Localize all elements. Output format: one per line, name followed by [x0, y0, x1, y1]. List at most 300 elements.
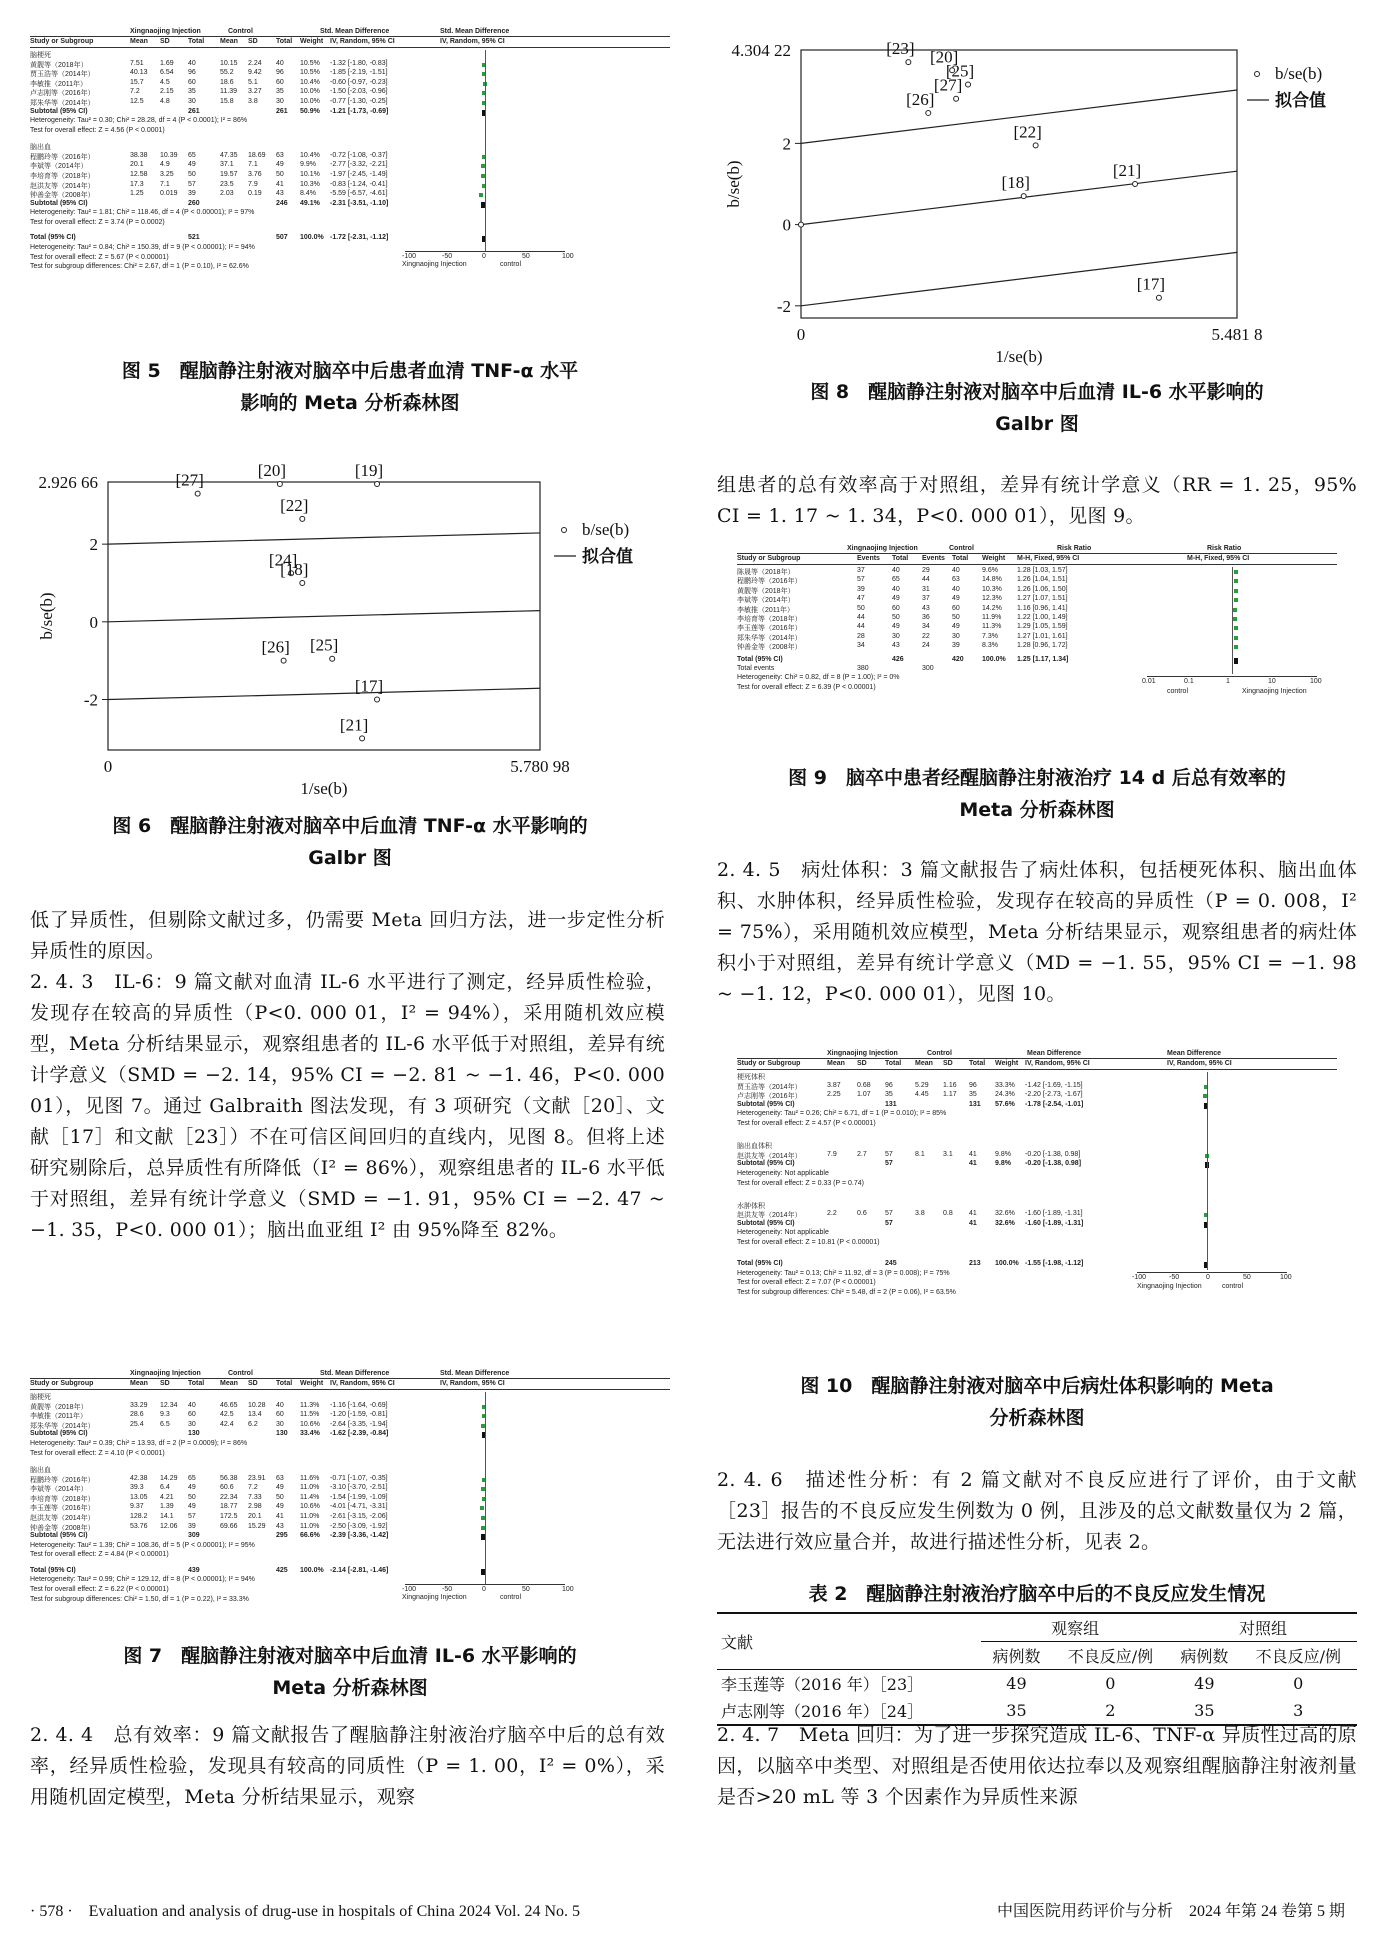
header-cell: Weight [982, 555, 1006, 562]
header-exp-group: Xingnaojing Injection [827, 1050, 898, 1057]
table-cell: 赵洪友等（2014年） [737, 1212, 802, 1220]
header-cell: Mean [827, 1060, 845, 1067]
table-cell: 1.27 [1.07, 1.51] [1017, 595, 1068, 603]
table-cell: 35 [969, 1091, 977, 1099]
table-cell: 31 [922, 585, 930, 593]
figure-8-caption [717, 376, 1357, 440]
x-axis-label: 1/se(b) [995, 347, 1043, 366]
table-cell: 43 [276, 190, 284, 198]
table-cell: 18.69 [248, 151, 266, 159]
table-cell: 4.8 [160, 98, 170, 105]
subtotal-label: Subtotal (95% CI) [737, 1219, 795, 1227]
point-label: [20] [257, 460, 287, 480]
table-cell: -2.61 [-3.15, -2.06] [330, 1512, 388, 1520]
figure-9-caption-line2: Meta 分析森林图 [959, 799, 1115, 821]
axis-tick-label: 10 [1268, 678, 1276, 686]
table-cell: 6.4 [160, 1484, 170, 1492]
x-tick-label: 0 [796, 325, 806, 344]
table-cell: 19.57 [220, 170, 238, 178]
subgroup-diff-text: Test for subgroup differences: Chi² = 1.50, df = 1 (P = 0.22), I² = 33.3% [30, 1595, 249, 1603]
figure-9-caption [717, 762, 1357, 826]
table-cell: 9.3 [160, 1411, 170, 1419]
table-cell: 65 [188, 1474, 196, 1482]
point-label: [24] [268, 550, 298, 570]
paragraph-heterogeneity-note: 低了异质性，但剔除文献过多，仍需要 Meta 回归方法，进一步定性分析异质性的原因。 [30, 909, 665, 962]
table-cell: 40 [276, 59, 284, 67]
table-cell: -3.10 [-3.70, -2.51] [330, 1484, 388, 1492]
heterogeneity-text: Heterogeneity: Tau² = 1.39; Chi² = 108.36, df = 5 (P < 0.00001); I² = 95% [30, 1541, 255, 1549]
total-weight: 100.0% [995, 1260, 1019, 1268]
table-cell: 11.9% [982, 614, 1002, 621]
table-2-obs-cases: 病例数 [981, 1642, 1051, 1670]
total-n: 439 [188, 1566, 200, 1574]
x-tick-label: 0 [103, 757, 113, 776]
subtotal-label: Subtotal (95% CI) [30, 199, 88, 207]
paragraph-lesion-volume: 2. 4. 5 病灶体积：3 篇文献报告了病灶体积，包括梗死体积、脑出血体积、水肿体积，经异质性检验，发现存在较高的异质性（P = 0. 008，I² = 75%），采用随机效应模型，Meta 分析结果显示，观察组患者的病灶体积小于对照组，差异有统计学意义（MD = −1. 55，95% CI = −1. 98 ~ −1. 12，P<0. 000 01），见图 10。 [717, 859, 1357, 1005]
data-point [906, 60, 911, 65]
data-point [1156, 295, 1161, 300]
table-cell: 李斌等（2014年） [30, 1486, 88, 1494]
table-cell: 李敏推（2011年） [30, 80, 88, 88]
total-label: Total (95% CI) [737, 1260, 783, 1268]
figure-5-caption-line1: 图 5 醒脑静注射液对脑卒中后患者血清 TNF-α 水平 [121, 360, 579, 382]
table-cell: 2.25 [827, 1091, 841, 1099]
axis-tick-label: -100 [402, 253, 417, 261]
right-paragraph-1 [717, 470, 1357, 532]
table-cell: -4.01 [-4.71, -3.31] [330, 1503, 388, 1511]
point-label: [20] [929, 47, 959, 67]
table-cell: 10.6% [300, 1503, 320, 1511]
heterogeneity-text: Heterogeneity: Tau² = 0.99; Chi² = 129.12, df = 8 (P < 0.00001); I² = 94% [30, 1576, 255, 1584]
table-cell: -1.20 [-1.59, -0.81] [330, 1411, 388, 1419]
table-cell: 40 [892, 567, 900, 574]
figure-10-caption-line1: 图 10 醒脑静注射液对脑卒中后病灶体积影响的 Meta [800, 1375, 1274, 1397]
header-cell: IV, Random, 95% CI [1025, 1060, 1090, 1067]
table-cell: 贾玉浩等（2014年） [30, 71, 95, 79]
table-2-ctl-cases: 病例数 [1169, 1642, 1239, 1670]
table-cell: -2.20 [-2.73, -1.67] [1025, 1091, 1083, 1099]
table-cell: 3.8 [915, 1210, 925, 1218]
footer-left: · 578 · Evaluation and analysis of drug-use in hospitals of China 2024 Vol. 24 No. 5 [30, 1903, 581, 1920]
x-max-label: 5.780 98 [510, 757, 570, 776]
axis-label-right: control [500, 1593, 522, 1601]
table-cell: 10.4% [300, 78, 320, 86]
table-cell: 40 [952, 585, 960, 593]
figure-7-caption-line1: 图 7 醒脑静注射液对脑卒中后血清 IL-6 水平影响的 [123, 1645, 577, 1667]
subtotal-n: 131 [969, 1100, 981, 1108]
total-n: 426 [892, 655, 904, 663]
axis-tick-label: 0.1 [1184, 678, 1194, 686]
table-cell: 12.3% [982, 595, 1002, 603]
subtotal-n: 131 [885, 1100, 897, 1108]
table-cell: 5.29 [915, 1081, 929, 1089]
data-point [1033, 143, 1038, 148]
table-cell: 41 [969, 1150, 977, 1158]
subtotal-label: Subtotal (95% CI) [30, 1532, 88, 1540]
total-effect: -2.14 [-2.81, -1.46] [330, 1566, 389, 1574]
table-cell: 3.27 [248, 88, 262, 96]
header-cell: SD [857, 1060, 867, 1067]
table-cell: 1.07 [857, 1091, 871, 1099]
overall-test-text: Test for overall effect: Z = 4.57 (P < 0.00001) [737, 1120, 876, 1127]
table-cell: 10.15 [220, 59, 238, 67]
heterogeneity-text: Heterogeneity: Tau² = 1.81; Chi² = 118.46, df = 4 (P < 0.00001); I² = 97% [30, 209, 255, 217]
header-cell: IV, Random, 95% CI [330, 38, 395, 45]
legend-fit-label: 拟合值 [582, 547, 633, 566]
table-cell: 50 [276, 170, 284, 178]
axis-label-right: Xingnaojing Injection [1242, 687, 1307, 695]
table-cell: 35 [1194, 1701, 1215, 1720]
figure-5-caption [30, 355, 670, 419]
table-cell: 172.5 [220, 1512, 238, 1520]
confidence-line [801, 252, 1237, 305]
heterogeneity-text: Heterogeneity: Tau² = 0.84; Chi² = 150.39, df = 9 (P < 0.00001); I² = 94% [30, 243, 255, 251]
overall-test-text: Test for overall effect: Z = 6.39 (P < 0.00001) [737, 683, 876, 691]
table-cell: 2.24 [248, 59, 262, 67]
header-exp-group: Xingnaojing Injection [130, 28, 201, 35]
table-cell: 1.28 [1.03, 1.57] [1017, 567, 1068, 574]
table-cell: 37.1 [220, 161, 234, 169]
data-point [195, 491, 200, 496]
figure-7-caption [30, 1640, 670, 1704]
header-cell: Weight [995, 1060, 1019, 1067]
data-point [300, 516, 305, 521]
header-rule [30, 1378, 670, 1379]
table-cell: -5.59 [-6.57, -4.61] [330, 190, 388, 198]
axis-tick-label: 0.01 [1142, 678, 1156, 686]
table-cell: -0.71 [-1.07, -0.35] [330, 1474, 388, 1482]
subtotal-effect: -1.21 [-1.73, -0.69] [330, 107, 389, 115]
table-cell: 14.1 [160, 1512, 174, 1520]
subtotal-n: 261 [188, 107, 200, 115]
table-cell: 30 [276, 1420, 284, 1428]
table-cell: 49 [892, 595, 900, 603]
table-cell: 128.2 [130, 1512, 148, 1520]
effect-square [1234, 570, 1238, 574]
point-label: [18] [1001, 173, 1030, 193]
header-cell: Study or Subgroup [737, 555, 801, 562]
table-cell: 7.9 [827, 1150, 837, 1158]
y-tick-label: -2 [776, 296, 791, 316]
table-cell: 李培育等（2018年） [30, 1495, 95, 1503]
table-cell: 12.5 [130, 98, 144, 105]
figure-9-caption-line1: 图 9 脑卒中患者经醒脑静注射液治疗 14 d 后总有效率的 [788, 767, 1286, 789]
table-cell: 1.16 [0.96, 1.41] [1017, 604, 1068, 612]
total-effect: -1.55 [-1.98, -1.12] [1025, 1260, 1084, 1268]
table-cell: -0.60 [-0.97, -0.23] [330, 78, 388, 86]
table-cell: 44 [857, 614, 865, 621]
figure-8-caption-line2: Galbr 图 [995, 413, 1079, 435]
table-cell: 49 [892, 623, 900, 631]
header-cell: M-H, Fixed, 95% CI [1187, 555, 1250, 562]
table-cell: 40 [188, 1401, 196, 1409]
header-control-group: Control [949, 545, 974, 552]
figure-6-caption [30, 810, 670, 874]
table-cell: 43 [276, 1522, 284, 1530]
axis-tick-label: -50 [1169, 1273, 1180, 1281]
confidence-line [108, 533, 540, 544]
table-cell: 22 [922, 632, 930, 640]
table-cell: 18.77 [220, 1503, 238, 1511]
point-label: [18] [280, 559, 309, 579]
table-cell: 9.6% [982, 567, 998, 574]
axis-label-right: control [1222, 1283, 1244, 1291]
table-cell: 卢志刚等（2016年） [30, 90, 95, 98]
axis-tick-label: 0 [482, 1585, 486, 1593]
axis-tick-label: -100 [1132, 1273, 1147, 1281]
header-cell: Study or Subgroup [30, 38, 94, 45]
right-paragraph-2 [717, 855, 1357, 1010]
subtotal-n: 57 [885, 1219, 893, 1227]
heterogeneity-text: Heterogeneity: Tau² = 0.26; Chi² = 6.71, df = 1 (P = 0.010); I² = 85% [737, 1110, 947, 1118]
table-cell: 11.5% [300, 1411, 320, 1419]
table-cell: -2.64 [-3.35, -1.94] [330, 1420, 388, 1428]
table-cell: 40 [952, 567, 960, 574]
table-cell: 2.98 [248, 1503, 262, 1511]
overall-test-text: Test for overall effect: Z = 0.33 (P = 0.74) [737, 1179, 864, 1187]
table-cell: 9.42 [248, 69, 262, 77]
y-axis-label: b/se(b) [37, 592, 56, 640]
table-cell: 9.9% [300, 161, 316, 169]
table-cell: 37 [857, 567, 865, 574]
point-label: [22] [280, 495, 309, 515]
table-cell: 65 [188, 151, 196, 159]
table-cell: 7.3% [982, 632, 998, 640]
point-label: [22] [1013, 122, 1042, 142]
table-cell: 0.68 [857, 1081, 871, 1089]
table-cell: 李玉莲等（2016年） [30, 1505, 95, 1513]
table-cell: 6.2 [248, 1420, 258, 1428]
table-cell: 46.65 [220, 1401, 238, 1409]
table-cell: 10.4% [300, 151, 320, 159]
table-cell: 44 [922, 576, 930, 584]
header-cell: SD [160, 1380, 170, 1387]
table-cell: 60 [188, 1411, 196, 1419]
subgroup-diff-text: Test for subgroup differences: Chi² = 2.67, df = 1 (P = 0.10), I² = 62.6% [30, 263, 249, 271]
table-cell: 23.91 [248, 1474, 266, 1482]
table-cell: 赵洪友等（2014年） [30, 182, 95, 190]
total-n: 425 [276, 1566, 288, 1574]
header-cell: IV, Random, 95% CI [330, 1380, 395, 1387]
table-cell: 10.39 [160, 151, 178, 159]
table-2-col-control: 对照组 [1169, 1613, 1357, 1642]
table-cell: 35 [885, 1091, 893, 1099]
figure-8-galbraith-plot [717, 28, 1357, 373]
table-cell: 2.7 [857, 1150, 867, 1158]
data-point [966, 82, 971, 87]
figure-7-caption-line2: Meta 分析森林图 [272, 1677, 428, 1699]
table-cell: 57 [188, 1512, 196, 1520]
total-effect: -1.72 [-2.31, -1.12] [330, 234, 389, 242]
data-point [926, 110, 931, 115]
legend-point-marker [562, 528, 567, 533]
table-cell: 李斌等（2014年） [30, 163, 88, 171]
point-label: [25] [310, 635, 339, 655]
table-cell: 60 [276, 1411, 284, 1419]
table-cell: 39 [952, 642, 960, 650]
figure-10-forest-plot [717, 1050, 1357, 1360]
table-cell: 56.38 [220, 1474, 238, 1482]
table-cell: 李敏推（2011年） [737, 606, 795, 614]
subtotal-label: Subtotal (95% CI) [737, 1100, 795, 1108]
table-cell: 3 [1293, 1701, 1304, 1720]
axis-tick-label: 100 [1280, 1273, 1292, 1281]
axis-tick-label: 100 [562, 253, 574, 261]
heterogeneity-text: Heterogeneity: Chi² = 0.82, df = 8 (P = 1.00); I² = 0% [737, 674, 900, 682]
table-cell: 41 [969, 1210, 977, 1218]
paragraph-rr-result: 组患者的总有效率高于对照组，差异有统计学意义（RR = 1. 25，95% CI = 1. 17 ~ 1. 34，P<0. 000 01），见图 9。 [717, 474, 1357, 527]
table-cell: 11.3% [300, 1401, 320, 1409]
table-cell: 10.0% [300, 98, 320, 105]
table-cell: 60.6 [220, 1484, 234, 1492]
table-cell: 35 [276, 88, 284, 96]
subtotal-n: 57 [885, 1160, 893, 1168]
subtotal-n: 130 [188, 1430, 200, 1438]
table-cell: 32.6% [995, 1210, 1015, 1218]
header-control-group: Control [228, 28, 253, 35]
axis-tick-label: -50 [442, 1585, 453, 1593]
table-2-header-row-1 [717, 1613, 1357, 1642]
table-cell: 35 [1006, 1701, 1027, 1720]
header-cell: M-H, Fixed, 95% CI [1017, 555, 1080, 562]
header-exp-group: Xingnaojing Injection [847, 545, 918, 552]
table-cell: 李玉莲等（2016年） [737, 625, 802, 633]
table-cell: 47.35 [220, 151, 238, 159]
heterogeneity-text: Heterogeneity: Not applicable [737, 1229, 829, 1237]
figure-9-forest-plot [717, 545, 1357, 760]
overall-test-text: Test for overall effect: Z = 7.07 (P < 0.00001) [737, 1279, 876, 1287]
footer-right: 中国医院用药评价与分析 2024 年第 24 卷第 5 期 [996, 1903, 1345, 1920]
table-cell: 3.87 [827, 1081, 841, 1089]
table-cell: 0.8 [943, 1210, 953, 1218]
point-label: [21] [1112, 161, 1142, 180]
table-cell: 23.5 [220, 180, 234, 188]
table-cell: 39.3 [130, 1484, 144, 1492]
data-point [954, 96, 959, 101]
figure-6-caption-line2: Galbr 图 [308, 847, 392, 869]
header-effect-plot: Risk Ratio [1207, 545, 1242, 552]
total-n: 420 [952, 655, 964, 663]
table-cell: 7.33 [248, 1493, 262, 1501]
point-label: [19] [354, 460, 384, 480]
table-cell: 赵洪友等（2014年） [30, 1514, 95, 1522]
y-tick-label: -2 [83, 690, 98, 710]
table-cell: 35 [188, 88, 196, 96]
y-tick-label: 0 [89, 612, 98, 632]
table-cell: 9.37 [130, 1503, 144, 1511]
table-cell: 5.1 [248, 78, 258, 86]
table-cell: 40 [892, 585, 900, 593]
table-cell: -1.60 [-1.89, -1.31] [1025, 1210, 1083, 1218]
table-cell: 2.2 [827, 1210, 837, 1218]
null-line [1232, 567, 1233, 674]
header-rule [737, 564, 1337, 565]
table-cell: 55.2 [220, 69, 234, 77]
subtotal-weight: 33.4% [300, 1430, 320, 1438]
subtotal-effect: -1.62 [-2.39, -0.84] [330, 1430, 389, 1438]
table-cell: 29 [922, 567, 930, 574]
axis-label-left: Xingnaojing Injection [402, 1593, 467, 1601]
table-cell: 39 [857, 585, 865, 593]
table-cell: 34 [857, 642, 865, 650]
effect-square [1234, 645, 1238, 649]
table-cell: -2.50 [-3.09, -1.92] [330, 1522, 388, 1530]
table-cell: 22.34 [220, 1493, 238, 1501]
subtotal-label: Subtotal (95% CI) [30, 1430, 88, 1438]
table-cell: 63 [276, 151, 284, 159]
header-rule [30, 1389, 670, 1390]
table-cell: 49 [188, 161, 196, 169]
paragraph-descriptive: 2. 4. 6 描述性分析：有 2 篇文献对不良反应进行了评价，由于文献［23］报告的不良反应发生例数为 0 例，且涉及的总文献数量仅为 2 篇，无法进行效应量合并，故进行描述性分析，见表 2。 [717, 1469, 1357, 1553]
table-cell: 41 [276, 180, 284, 188]
axis-line [1147, 676, 1317, 677]
zero-line [1207, 1072, 1208, 1270]
table-cell: 6.54 [160, 69, 174, 77]
table-cell: 40 [276, 1401, 284, 1409]
header-cell: Total [188, 1380, 205, 1387]
axis-tick-label: 0 [1206, 1273, 1210, 1281]
left-paragraph-2 [30, 1720, 665, 1813]
fit-line [108, 611, 540, 622]
table-cell: 39 [188, 190, 196, 198]
table-cell: 49 [952, 595, 960, 603]
effect-square [1234, 598, 1238, 602]
table-cell: -1.97 [-2.45, -1.49] [330, 170, 388, 178]
point-label: [17] [354, 676, 384, 696]
header-cell: SD [160, 38, 170, 45]
table-cell: 40 [188, 59, 196, 67]
table-cell: 1.29 [1.05, 1.59] [1017, 623, 1068, 631]
heterogeneity-text: Heterogeneity: Tau² = 0.30; Chi² = 28.28, df = 4 (P < 0.0001); I² = 86% [30, 117, 248, 125]
table-cell: 李玉莲等（2016 年）［23］ [721, 1675, 924, 1694]
table-2-title: 表 2 醒脑静注射液治疗脑卒中后的不良反应发生情况 [808, 1583, 1266, 1605]
right-paragraph-3 [717, 1465, 1357, 1558]
table-cell: 钟善金等（2008年） [737, 644, 802, 652]
table-cell: 12.34 [160, 1401, 178, 1409]
table-cell: 1.27 [1.01, 1.61] [1017, 632, 1068, 640]
table-cell: 50 [188, 1493, 196, 1501]
table-cell: 7.1 [160, 180, 170, 188]
table-cell: 28.6 [130, 1411, 144, 1419]
table-cell: 1.22 [1.00, 1.49] [1017, 614, 1068, 621]
table-cell: -1.85 [-2.19, -1.51] [330, 69, 388, 77]
table-cell: 65 [892, 576, 900, 584]
figure-10-caption [717, 1370, 1357, 1434]
heterogeneity-text: Heterogeneity: Tau² = 0.39; Chi² = 13.93, df = 2 (P = 0.0009); I² = 86% [30, 1440, 248, 1447]
header-cell: Total [892, 555, 909, 562]
header-rule [30, 47, 670, 48]
table-cell: 7.2 [248, 1484, 258, 1492]
table-cell: 12.58 [130, 170, 148, 178]
point-label: [27] [933, 75, 963, 95]
table-cell: 20.1 [248, 1512, 262, 1520]
table-cell: 57 [857, 576, 865, 584]
header-effect: Std. Mean Difference [320, 1370, 390, 1377]
table-cell: 18.6 [220, 78, 234, 86]
table-cell: 49 [1194, 1674, 1215, 1693]
table-cell: -2.77 [-3.32, -2.21] [330, 161, 388, 169]
subgroup-label: 脑梗死 [30, 52, 51, 59]
table-cell: 8.4% [300, 190, 316, 198]
table-cell: 30 [892, 632, 900, 640]
data-point [375, 481, 380, 486]
overall-test-text: Test for overall effect: Z = 10.81 (P < 0.00001) [737, 1239, 880, 1247]
legend-point-label: b/se(b) [1275, 64, 1323, 83]
point-label: [27] [175, 470, 204, 490]
table-cell: 39 [188, 1522, 196, 1530]
table-cell: 43 [892, 642, 900, 650]
axis-label-left: Xingnaojing Injection [402, 261, 467, 269]
